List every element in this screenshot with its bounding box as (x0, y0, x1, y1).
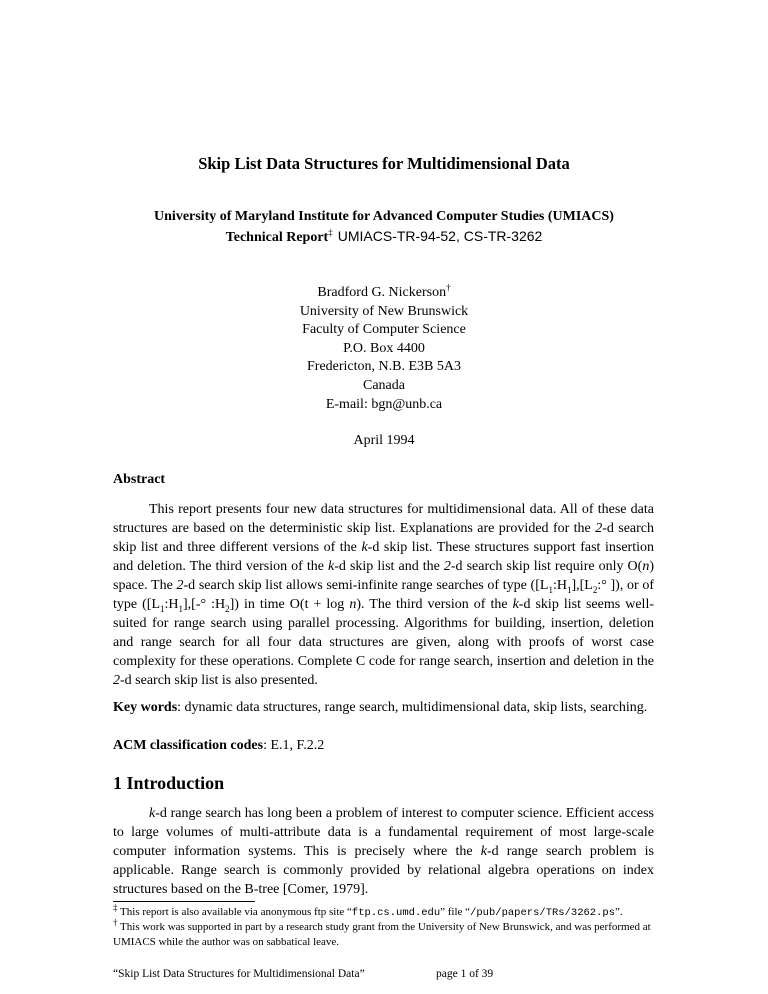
footnote-funding: † This work was supported in part by a research study grant from the University of New Brunswick, and was performed at UMIACS while the author was on sabbatical leave. (113, 917, 651, 948)
acm-codes-text: : E.1, F.2.2 (263, 738, 325, 753)
page-number: page 1 of 39 (436, 968, 494, 980)
affiliation-country: Canada (363, 377, 405, 393)
author-email: E-mail: bgn@unb.ca (325, 396, 443, 412)
author-name: Bradford G. Nickerson (317, 285, 447, 300)
abstract-heading: Abstract (113, 472, 166, 487)
ftp-site: ftp.cs.umd.edu (351, 907, 441, 919)
footnote-mark-double-dagger: ‡ (113, 902, 118, 913)
technical-report-numbers: UMIACS-TR-94-52, CS-TR-3262 (337, 228, 543, 244)
affiliation-university: University of New Brunswick (299, 303, 469, 319)
abstract-body: This report presents four new data structures for multidimensional data. All of these data structures are based on the deterministic skip list. Explanations are provided for the 2-d search skip list and three different versions of the k-d skip list. These structures support fast insertion and deletion. The third version of the k-d skip list and the 2-d search skip list require only O(n) space. The 2-d search skip list allows semi-infinite range searches of type ($[L_1:H_1],[L_2:^\circ$ ]), or of type ($[L_1:H_1],[-^\circ$ $:H_2$]) in time O(t + log n). The third version of the k-d skip list seems well-suited for range search using parallel processing. Algorithms for building, insertion, deletion and range search for all four data structures are given, along with proofs of worst case complexity for these operations. Complete C code for range search, insertion and deletion in the 2-d search skip list is also presented. (113, 502, 655, 688)
affiliation-city: Fredericton, N.B. E3B 5A3 (307, 359, 461, 375)
technical-report-footnote-mark: ‡ (328, 227, 333, 238)
footnote-divider (113, 901, 255, 902)
report-date: April 1994 (353, 433, 415, 448)
keywords-line (113, 700, 647, 716)
introduction-body: k-d range search has long been a problem of interest to computer science. Efficient access to large volumes of multi-attribute data is a fundamental requirement of most large-scale computer information systems. This is precisely where the k-d range search problem is applicable. Range search is commonly provided by relational algebra operations on index structures based on the B-tree [Comer, 1979]. (113, 806, 654, 897)
keywords-text: : dynamic data structures, range search, multidimensional data, skip lists, searching. (177, 700, 648, 715)
acm-codes-label: ACM classification codes (113, 738, 264, 753)
ftp-file-path: /pub/papers/TRs/3262.ps (470, 907, 616, 919)
section-heading-introduction: 1 Introduction (113, 773, 225, 793)
acm-codes-line (113, 738, 324, 754)
footnote-mark-dagger: † (113, 917, 118, 928)
paper-title: Skip List Data Structures for Multidimensional Data (198, 154, 570, 173)
running-footer-title: “Skip List Data Structures for Multidimensional Data” (113, 968, 365, 980)
author-name-line (0, 284, 768, 303)
institution: University of Maryland Institute for Advanced Computer Studies (UMIACS) (154, 209, 614, 224)
technical-report-label: Technical Report (225, 230, 329, 245)
keywords-label: Key words (113, 700, 178, 715)
author-footnote-mark: † (446, 282, 451, 293)
affiliation-po-box: P.O. Box 4400 (343, 340, 425, 356)
technical-report-line (0, 228, 768, 246)
author-block (0, 284, 768, 414)
affiliation-faculty: Faculty of Computer Science (302, 322, 466, 338)
footnote-ftp: ‡ This report is also available via anonymous ftp site “ftp.cs.umd.edu” file “/pub/papers/TRs/3262.ps”. (113, 902, 623, 919)
